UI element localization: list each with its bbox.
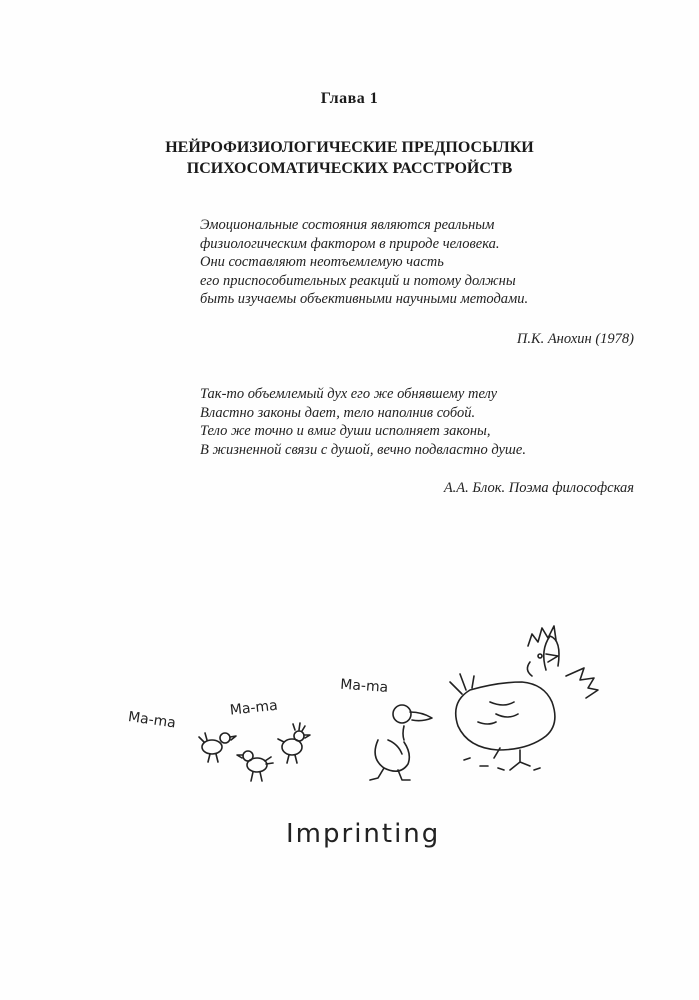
mama-label: Ma-ma xyxy=(339,676,389,696)
chick-drawing xyxy=(199,733,236,762)
imprinting-illustration xyxy=(0,610,699,860)
epigraph-line: его приспособительных реакций и потому должны xyxy=(200,272,516,289)
duckling-drawing xyxy=(370,705,432,780)
epigraph-line: Эмоциональные состояния являются реальным xyxy=(200,217,495,233)
epigraph-author-anokhin: П.К. Анохин (1978) xyxy=(516,331,634,347)
epigraph-line: В жизненной связи с душой, вечно подвластно душе. xyxy=(200,441,526,458)
chapter-title-line-1: НЕЙРОФИЗИОЛОГИЧЕСКИЕ ПРЕДПОСЫЛКИ xyxy=(165,139,534,156)
epigraph-line: Они составляют неотъемлемую часть xyxy=(200,254,444,271)
epigraph-line: Так-то объемлемый дух его же обнявшему телу xyxy=(200,386,498,402)
epigraph-author-blok: А.А. Блок. Поэма философская xyxy=(443,480,634,496)
epigraph-line: быть изучаемы объективными научными методами. xyxy=(200,291,529,308)
epigraph-blok xyxy=(200,385,640,459)
epigraph-line: Властно законы дает, тело наполнив собой. xyxy=(200,404,476,421)
epigraph-line: Тело же точно и вмиг души исполняет законы, xyxy=(200,423,491,440)
epigraph-anokhin xyxy=(200,216,640,309)
chapter-title xyxy=(0,137,699,179)
chick-drawing xyxy=(237,751,273,781)
imprinting-caption: Imprinting xyxy=(286,819,441,849)
epigraph-line: физиологическим фактором в природе человека. xyxy=(200,235,500,252)
mama-label: Ma-ma xyxy=(229,697,279,719)
chapter-title-line-2: ПСИХОСОМАТИЧЕСКИХ РАССТРОЙСТВ xyxy=(186,160,513,177)
chick-drawing xyxy=(278,723,310,763)
hen-drawing xyxy=(450,626,598,770)
chapter-heading: Глава 1 xyxy=(320,90,379,107)
mama-label: Ma-ma xyxy=(127,709,177,732)
